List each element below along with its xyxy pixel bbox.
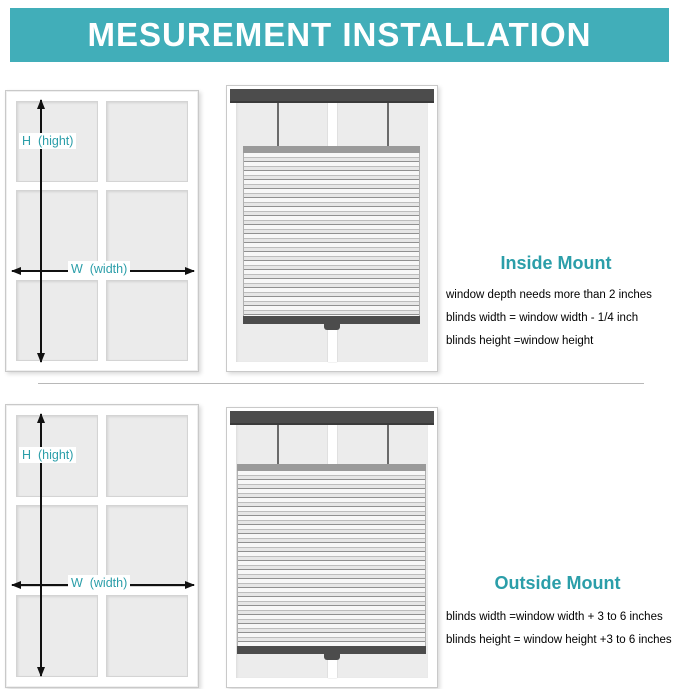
page-title: MESUREMENT INSTALLATION (87, 16, 592, 53)
inside-mount-line-3: blinds height =window height (446, 335, 594, 347)
window-pane (16, 190, 98, 271)
inside-mount-line-1: window depth needs more than 2 inches (446, 289, 652, 301)
cellular-shade (243, 146, 420, 324)
shade-pull-tab (324, 324, 340, 330)
inside-mount-line-2: blinds width = window width - 1/4 inch (446, 312, 639, 324)
blinds-window-inside-mount (226, 85, 438, 372)
outside-mount-info (440, 573, 675, 656)
mounting-rail (230, 411, 434, 425)
lift-cord-right (387, 103, 389, 149)
outside-mount-title: Outside Mount (494, 573, 621, 593)
measured-window-inside (5, 90, 199, 372)
window-pane (106, 595, 188, 677)
width-label: W (width) (68, 575, 130, 591)
shade-pleats (243, 153, 420, 316)
window-pane (16, 595, 98, 677)
window-pane (106, 415, 188, 497)
inside-mount-info (440, 253, 672, 357)
window-pane (106, 280, 188, 361)
shade-headrail (237, 464, 426, 471)
measured-window-outside (5, 404, 199, 688)
shade-bottom-rail (243, 316, 420, 324)
blinds-window-outside-mount (226, 407, 438, 688)
height-label: H (hight) (19, 447, 76, 463)
outside-mount-line-1: blinds width =window width + 3 to 6 inches (446, 611, 663, 623)
window-pane (16, 280, 98, 361)
shade-pleats (237, 471, 426, 646)
inside-mount-title: Inside Mount (500, 253, 612, 273)
window-pane (106, 190, 188, 271)
title-banner (10, 8, 669, 62)
width-label: W (width) (68, 261, 130, 277)
section-divider (38, 383, 644, 384)
shade-pull-tab (324, 654, 340, 660)
shade-bottom-rail (237, 646, 426, 654)
lift-cord-left (277, 103, 279, 149)
mounting-rail (230, 89, 434, 103)
shade-headrail (243, 146, 420, 153)
cellular-shade (237, 464, 426, 654)
height-label: H (hight) (19, 133, 76, 149)
outside-mount-line-2: blinds height = window height +3 to 6 inches (446, 634, 672, 646)
lift-cord-left (277, 425, 279, 467)
lift-cord-right (387, 425, 389, 467)
window-pane (106, 101, 188, 182)
